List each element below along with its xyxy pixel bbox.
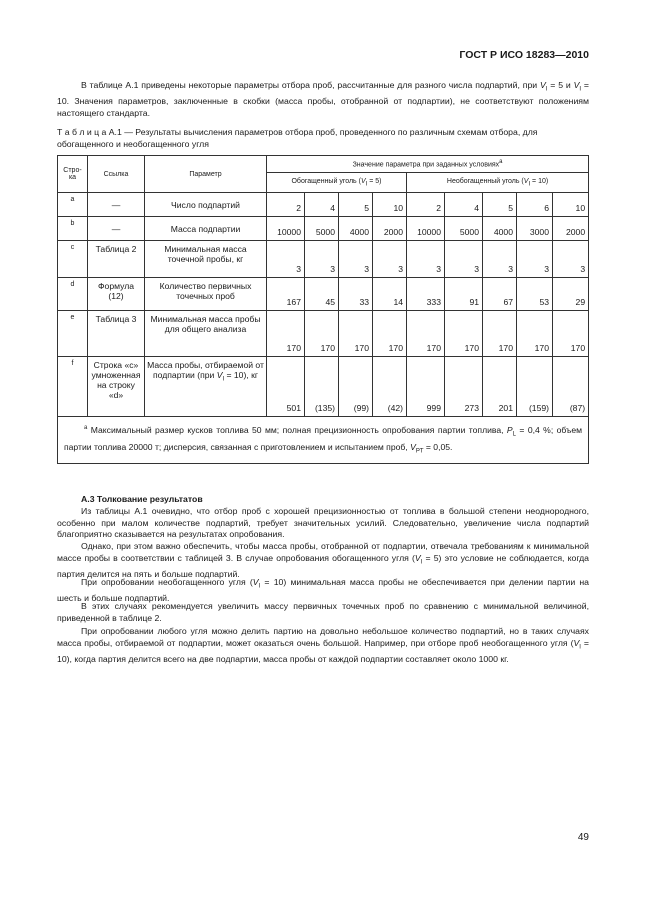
- intro-paragraph: В таблице А.1 приведены некоторые параметры отбора проб, рассчитанные для разного числа подпартий, при $V_I = 5$ и $V_I = 10$. Значения параметров, заключенные в скобки (масса пробы, отобранной от подпартии), не соответствуют положениям настоящего стандарта.: [57, 80, 589, 118]
- document-header: ГОСТ Р ИСО 18283—2010: [459, 49, 589, 61]
- table-row: f Строка «c» умноженная на строку «d» Масса пробы, отбираемой от подпартии (при $V_I = 10$), кг 501 (135) (99) (42) 999 273 201 (159) (87): [58, 357, 589, 417]
- paragraph-1: Из таблицы А.1 очевидно, что отбор проб с хорошей прецизионностью от топлива в большой степени неоднородного, особенно при малом количестве подпартий, требует значительных усилий. Следовательно, увеличение числа подпартий благоприятно сказывается на результатах опробования.: [57, 506, 589, 539]
- table-row: a — Число подпартий 2 4 5 10 2 4 5 6 10: [58, 193, 589, 217]
- header-values: Значение параметра при заданных условиях$^а$: [267, 156, 589, 173]
- section-title: А.3 Толкование результатов: [81, 494, 203, 504]
- paragraph-2: Однако, при этом важно обеспечить, чтобы масса пробы, отобранной от подпартии, отвечала требованиям к минимальной массе пробы в соответствии с таблицей 3. В случае опробования обогащенного угля $(V_I = 5)$ это условие не соблюдается, когда партия делится на пять и больше подпартий.: [57, 541, 589, 579]
- table-caption: Т а б л и ц а А.1 — Результаты вычисления параметров отбора проб, проведенного по различным схемам отбора, для обогащенного и необогащенного угля: [57, 127, 538, 149]
- table-row: b — Масса подпартии 10000 5000 4000 2000 10000 5000 4000 3000 2000: [58, 217, 589, 241]
- table-row: d Формула (12) Количество первичных точечных проб 167 45 33 14 333 91 67 53 29: [58, 278, 589, 311]
- results-table: [57, 155, 589, 464]
- table-row: e Таблица 3 Минимальная масса пробы для общего анализа 170 170 170 170 170 170 170 170 170: [58, 311, 589, 357]
- header-unenriched: Необогащенный уголь $(V_I = 10)$: [407, 173, 589, 193]
- paragraph-3: При опробовании необогащенного угля $(V_I = 10)$ минимальная масса пробы не обеспечивается при делении партии на шесть и больше подпартий.: [57, 577, 590, 604]
- header-row-number: Стро-ка: [58, 156, 88, 193]
- paragraph-4: В этих случаях рекомендуется увеличить массу первичных точечных проб по сравнению с минимальной величиной, приведенной в таблице 2.: [57, 601, 589, 623]
- header-reference: Ссылка: [88, 156, 145, 193]
- header-enriched: Обогащенный уголь $(V_I = 5)$: [267, 173, 407, 193]
- table-row: c Таблица 2 Минимальная масса точечной пробы, кг 3 3 3 3 3 3 3 3 3: [58, 241, 589, 278]
- header-parameter: Параметр: [145, 156, 267, 193]
- paragraph-5: При опробовании любого угля можно делить партию на довольно небольшое количество подпартий, но в таких случаях масса пробы, отбираемой от подпартии, может оказаться очень большой. Например, при отборе проб необогащенного угля $(V_I = 10)$, когда партия делится всего на две подпартии, масса пробы от каждой подпартии составляет около 1000 кг.: [57, 626, 589, 664]
- page-number: 49: [577, 832, 589, 843]
- table-footnote: $^а$ Максимальный размер кусков топлива 50 мм; полная прецизионность опробования партии топлива, $P_L = 0,4$ %; объем партии топлива 20000 т; дисперсия, связанная с приготовлением и испытанием проб, $V_{PT} = 0,05$.: [58, 417, 589, 464]
